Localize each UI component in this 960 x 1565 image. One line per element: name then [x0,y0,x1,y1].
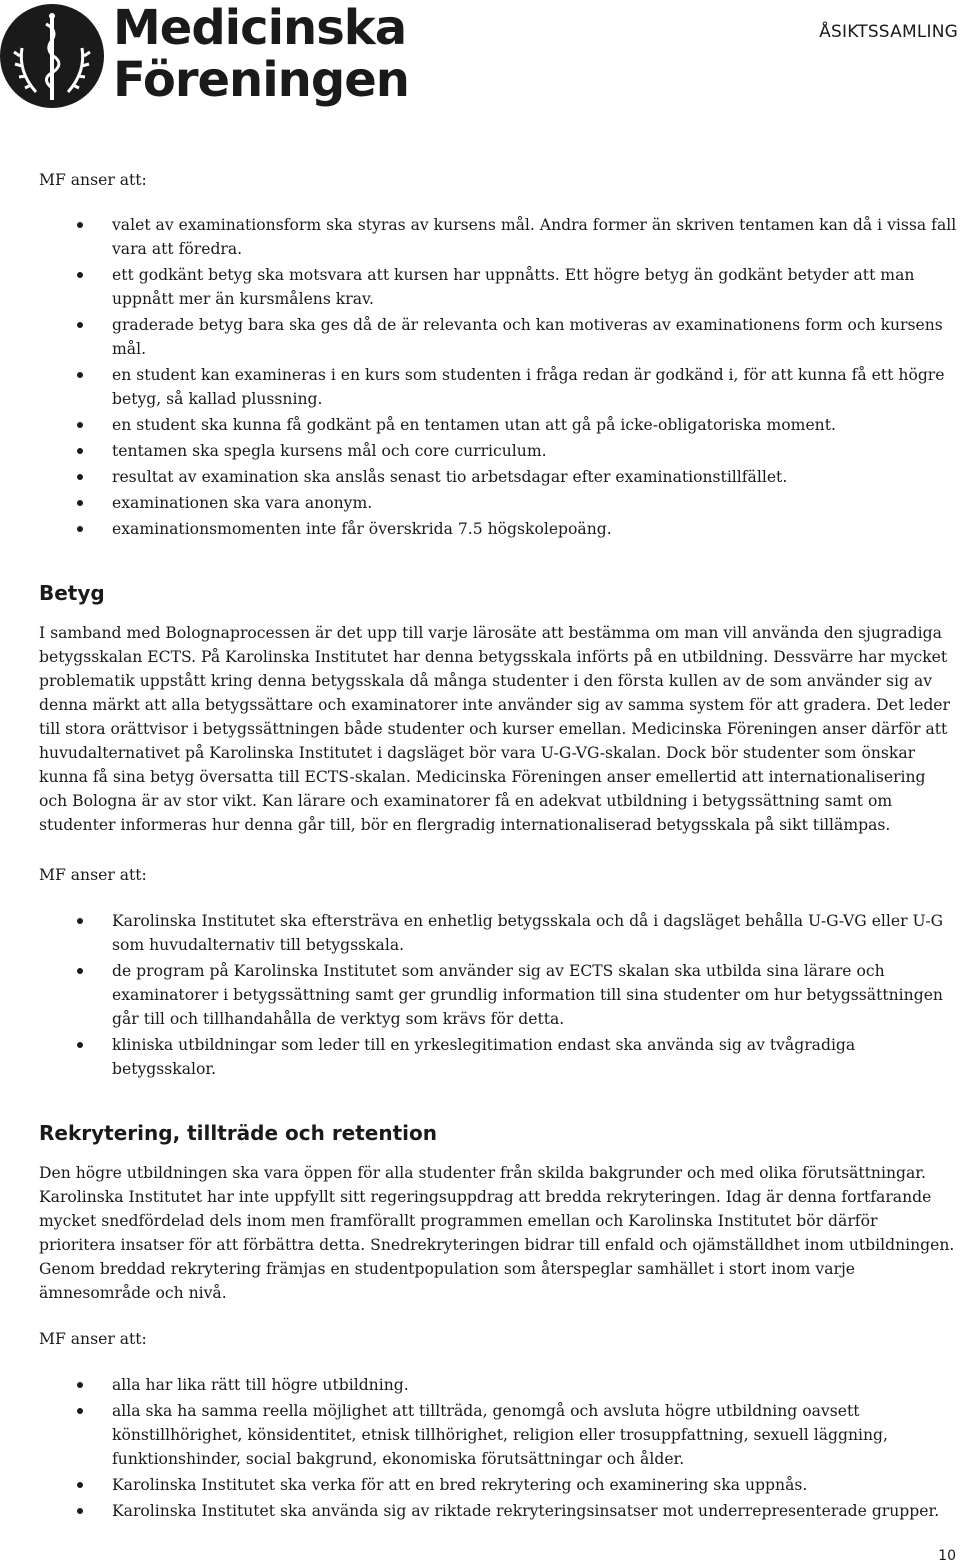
list-item: kliniska utbildningar som leder till en yrkeslegitimation endast ska använda sig av tvågradiga betygsskalor. [39,1033,957,1081]
caduceus-emblem-icon [0,0,104,112]
list-item: graderade betyg bara ska ges då de är relevanta och kan motiveras av examinationens form och kursens mål. [39,313,957,361]
logo-text-line2: Föreningen [113,52,409,108]
organization-logo [0,0,409,112]
betyg-heading: Betyg [39,581,105,605]
list-item: Karolinska Institutet ska eftersträva en enhetlig betygsskala och då i dagsläget behålla U-G-VG eller U-G som huvudalternativ till betygsskala. [39,909,957,957]
document-category-label: ÅSIKTSSAMLING [819,22,958,42]
list-item: en student kan examineras i en kurs som studenten i fråga redan är godkänd i, för att kunna få ett högre betyg, så kallad plussning. [39,363,957,411]
list-item: de program på Karolinska Institutet som använder sig av ECTS skalan ska utbilda sina lärare och examinatorer i betygssättning samt ger grundlig information till sina studenter om hur betygssättningen går till och tillhandahålla de verktyg som krävs för detta. [39,959,957,1031]
list-item: examinationsmomenten inte får överskrida 7.5 högskolepoäng. [39,517,957,541]
list-item: alla ska ha samma reella möjlighet att tillträda, genomgå och avsluta högre utbildning oavsett könstillhörighet, könsidentitet, etnisk tillhörighet, religion eller trosuppfattning, sexuell läggning, funktionshinder, social bakgrund, ekonomiska förutsättningar och ålder. [39,1399,957,1471]
rekrytering-lead-text: MF anser att: [39,1330,147,1348]
betyg-list [39,909,957,1081]
document-body [39,168,957,1523]
rekrytering-paragraph: Den högre utbildningen ska vara öppen för alla studenter från skilda bakgrunder och med olika förutsättningar. Karolinska Institutet har inte uppfyllt sitt regeringsuppdrag att bredda rekryteringen. Idag är denna fortfarande mycket snedfördelad dels inom men framförallt programmen emellan och Karolinska Institutet bör därför prioritera insatser för att förbättra detta. Snedrekryteringen bidrar till enfald och ojämställdhet inom utbildningen. Genom breddad rekrytering främjas en studentpopulation som återspeglar samhället i stort inom varje ämnesområde och nivå. [39,1164,955,1302]
list-item: ett godkänt betyg ska motsvara att kursen har uppnåtts. Ett högre betyg än godkänt betyder att man uppnått mer än kursmålens krav. [39,263,957,311]
rekrytering-list [39,1373,957,1523]
list-item: valet av examinationsform ska styras av kursens mål. Andra former än skriven tentamen kan då i vissa fall vara att föredra. [39,213,957,261]
list-item: examinationen ska vara anonym. [39,491,957,515]
exam-lead-text: MF anser att: [39,171,147,189]
list-item: en student ska kunna få godkänt på en tentamen utan att gå på icke-obligatoriska moment. [39,413,957,437]
list-item: alla har lika rätt till högre utbildning. [39,1373,957,1397]
list-item: Karolinska Institutet ska verka för att en bred rekrytering och examinering ska uppnås. [39,1473,957,1497]
betyg-lead-text: MF anser att: [39,866,147,884]
exam-list [39,213,957,541]
page-number: 10 [938,1548,956,1564]
list-item: Karolinska Institutet ska använda sig av riktade rekryteringsinsatser mot underrepresenterade grupper. [39,1499,957,1523]
list-item: resultat av examination ska anslås senast tio arbetsdagar efter examinationstillfället. [39,465,957,489]
logo-text-line1: Medicinska [113,0,407,56]
betyg-paragraph: I samband med Bolognaprocessen är det upp till varje lärosäte att bestämma om man vill använda den sjugradiga betygsskalan ECTS. På Karolinska Institutet har denna betygsskala införts på en utbildning. Dessvärre har mycket problematik uppstått kring denna betygsskala då många studenter i den första kullen av de som använder sig av denna märkt att alla betygssättare och examinatorer inte använder sig av samma system för att gradera. Det leder till stora orättvisor i betygssättningen både studenter och kurser emellan. Medicinska Föreningen anser därför att huvudalternativet på Karolinska Institutet i dagsläget bör vara U-G-VG-skalan. Dock bör studenter som önskar kunna få sina betyg översatta till ECTS-skalan. Medicinska Föreningen anser emellertid att internationalisering och Bologna är av stor vikt. Kan lärare och examinatorer få en adekvat utbildning i betygssättning samt om studenter informeras hur denna går till, bör en flergradig internationaliserad betygsskala på sikt tillämpas. [39,624,950,834]
rekrytering-heading: Rekrytering, tillträde och retention [39,1121,437,1145]
list-item: tentamen ska spegla kursens mål och core curriculum. [39,439,957,463]
